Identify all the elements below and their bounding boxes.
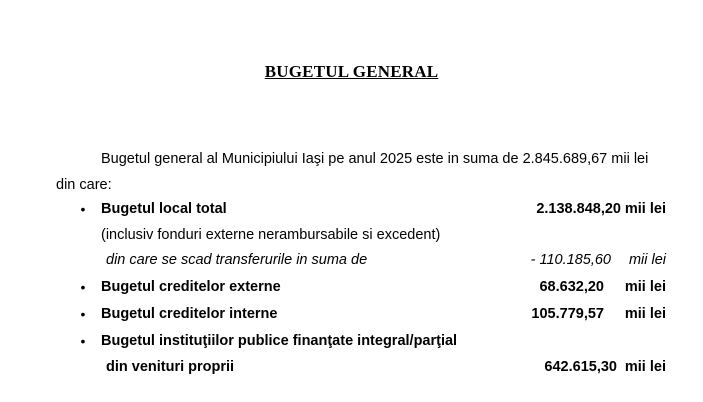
bullet-icon: • (80, 279, 86, 295)
intro-text-continued: din care: (56, 177, 112, 193)
item-unit-public-institutions: mii lei (624, 359, 666, 375)
item-label-public-institutions-continued: din venituri proprii (106, 359, 235, 375)
item-amount-transfers: - 110.185,60 (530, 252, 611, 268)
item-label-internal-credits: Bugetul creditelor interne (101, 306, 278, 322)
item-label-local-budget: Bugetul local total (101, 201, 227, 217)
bullet-icon: • (80, 201, 86, 217)
intro-text: Bugetul general al Municipiului Iaşi pe anul 2025 este in suma de 2.845.689,67 mii lei (101, 151, 649, 167)
item-unit-transfers: mii lei (628, 252, 666, 268)
item-amount-external-credits: 68.632,20 (539, 279, 604, 295)
item-label-external-credits: Bugetul creditelor externe (101, 279, 281, 295)
item-unit-external-credits: mii lei (624, 279, 666, 295)
item-note-local-budget: (inclusiv fonduri externe nerambursabile si excedent) (101, 227, 441, 243)
item-label-transfers: din care se scad transferurile in suma de (106, 252, 368, 268)
item-unit-internal-credits: mii lei (624, 306, 666, 322)
item-amount-internal-credits: 105.779,57 (531, 306, 604, 322)
item-amount-local-budget: 2.138.848,20 (536, 201, 621, 217)
bullet-icon: • (80, 306, 86, 322)
document-title: BUGETUL GENERAL (264, 62, 439, 81)
item-amount-public-institutions: 642.615,30 (544, 359, 617, 375)
item-label-public-institutions: Bugetul instituţiilor publice finanţate integral/parţial (101, 333, 458, 349)
bullet-icon: • (80, 333, 86, 349)
item-unit-local-budget: mii lei (624, 201, 666, 217)
